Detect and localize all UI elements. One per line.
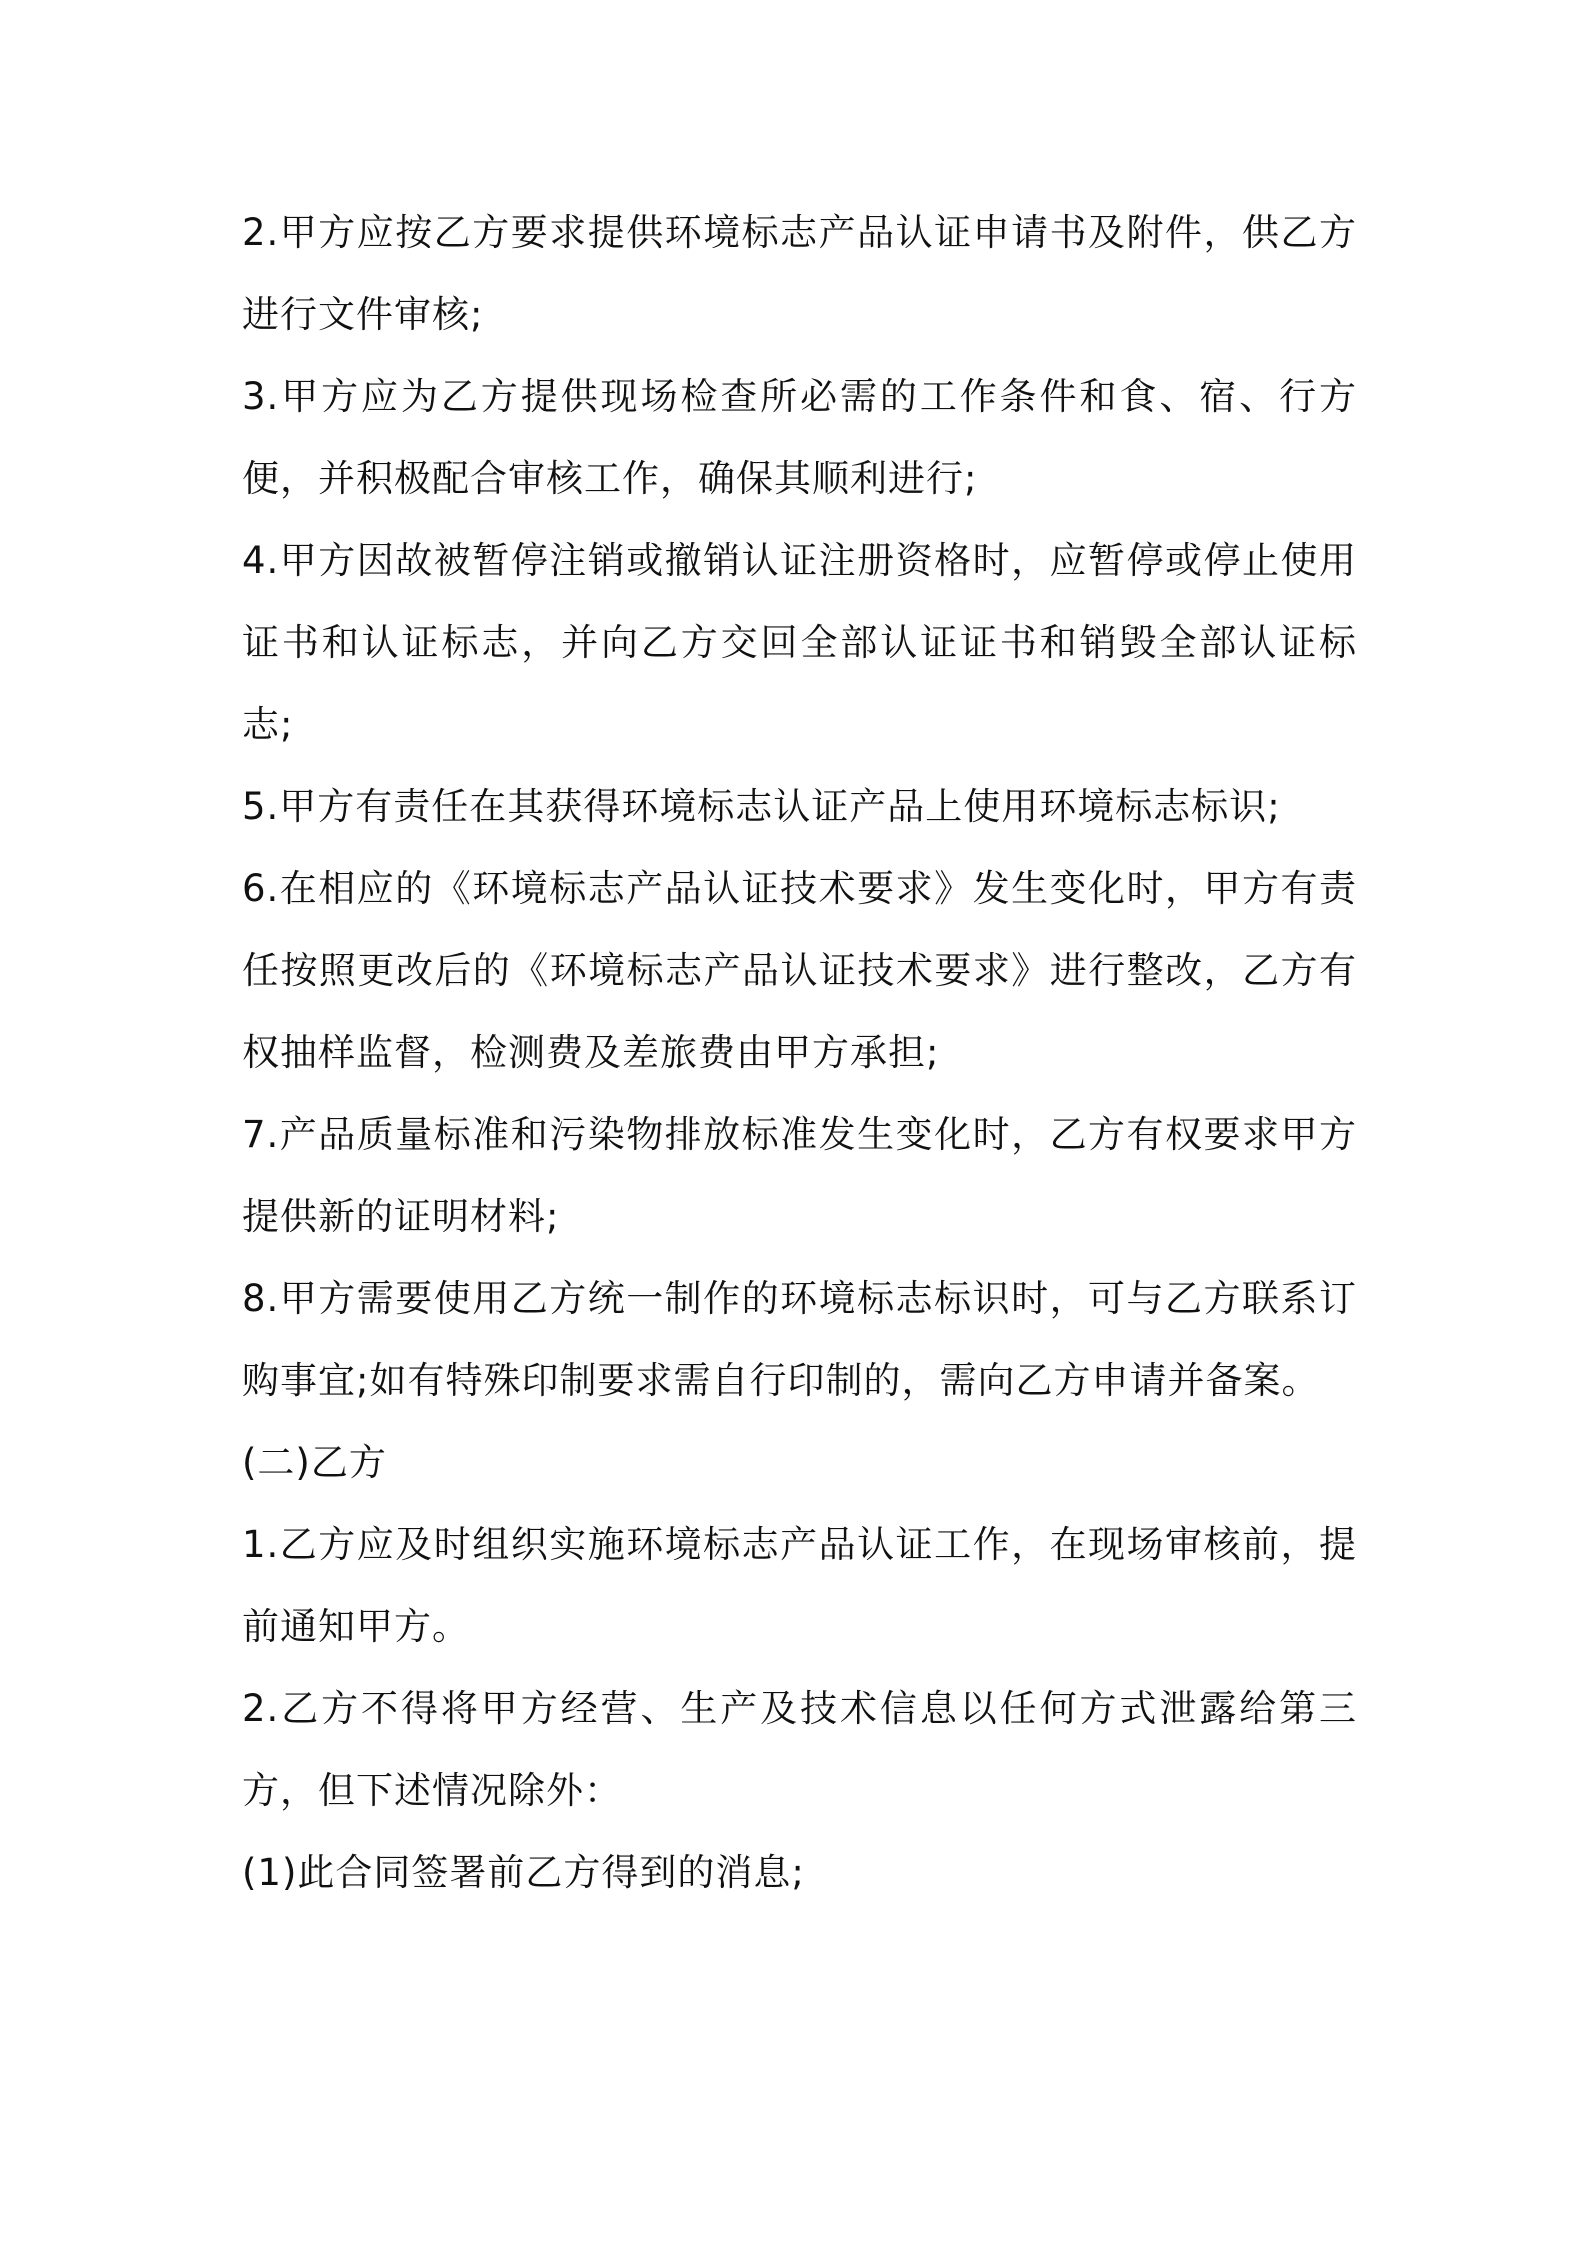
paragraph-clause-4: 4.甲方因故被暂停注销或撤销认证注册资格时，应暂停或停止使用证书和认证标志，并向乙方交回全部认证证书和销毁全部认证标志; (242, 539, 1357, 746)
paragraph-party-b-clause-2: 2.乙方不得将甲方经营、生产及技术信息以任何方式泄露给第三方，但下述情况除外： (242, 1687, 1357, 1812)
paragraph-clause-6: 6.在相应的《环境标志产品认证技术要求》发生变化时，甲方有责任按照更改后的《环境标志产品认证技术要求》进行整改，乙方有权抽样监督，检测费及差旅费由甲方承担; (242, 867, 1357, 1074)
paragraph-party-b-clause-1: 1.乙方应及时组织实施环境标志产品认证工作，在现场审核前，提前通知甲方。 (242, 1523, 1357, 1648)
document-body (242, 192, 1357, 1914)
paragraph-clause-2: 2.甲方应按乙方要求提供环境标志产品认证申请书及附件，供乙方进行文件审核; (242, 211, 1357, 336)
paragraph-clause-5: 5.甲方有责任在其获得环境标志认证产品上使用环境标志标识; (242, 785, 1281, 828)
paragraph-clause-3: 3.甲方应为乙方提供现场检查所必需的工作条件和食、宿、行方便，并积极配合审核工作，确保其顺利进行; (242, 375, 1357, 500)
section-heading-party-b: (二)乙方 (242, 1441, 387, 1484)
paragraph-clause-7: 7.产品质量标准和污染物排放标准发生变化时，乙方有权要求甲方提供新的证明材料; (242, 1113, 1357, 1238)
paragraph-exception-1: (1)此合同签署前乙方得到的消息; (242, 1851, 805, 1894)
paragraph-clause-8: 8.甲方需要使用乙方统一制作的环境标志标识时，可与乙方联系订购事宜;如有特殊印制要求需自行印制的，需向乙方申请并备案。 (242, 1277, 1357, 1402)
